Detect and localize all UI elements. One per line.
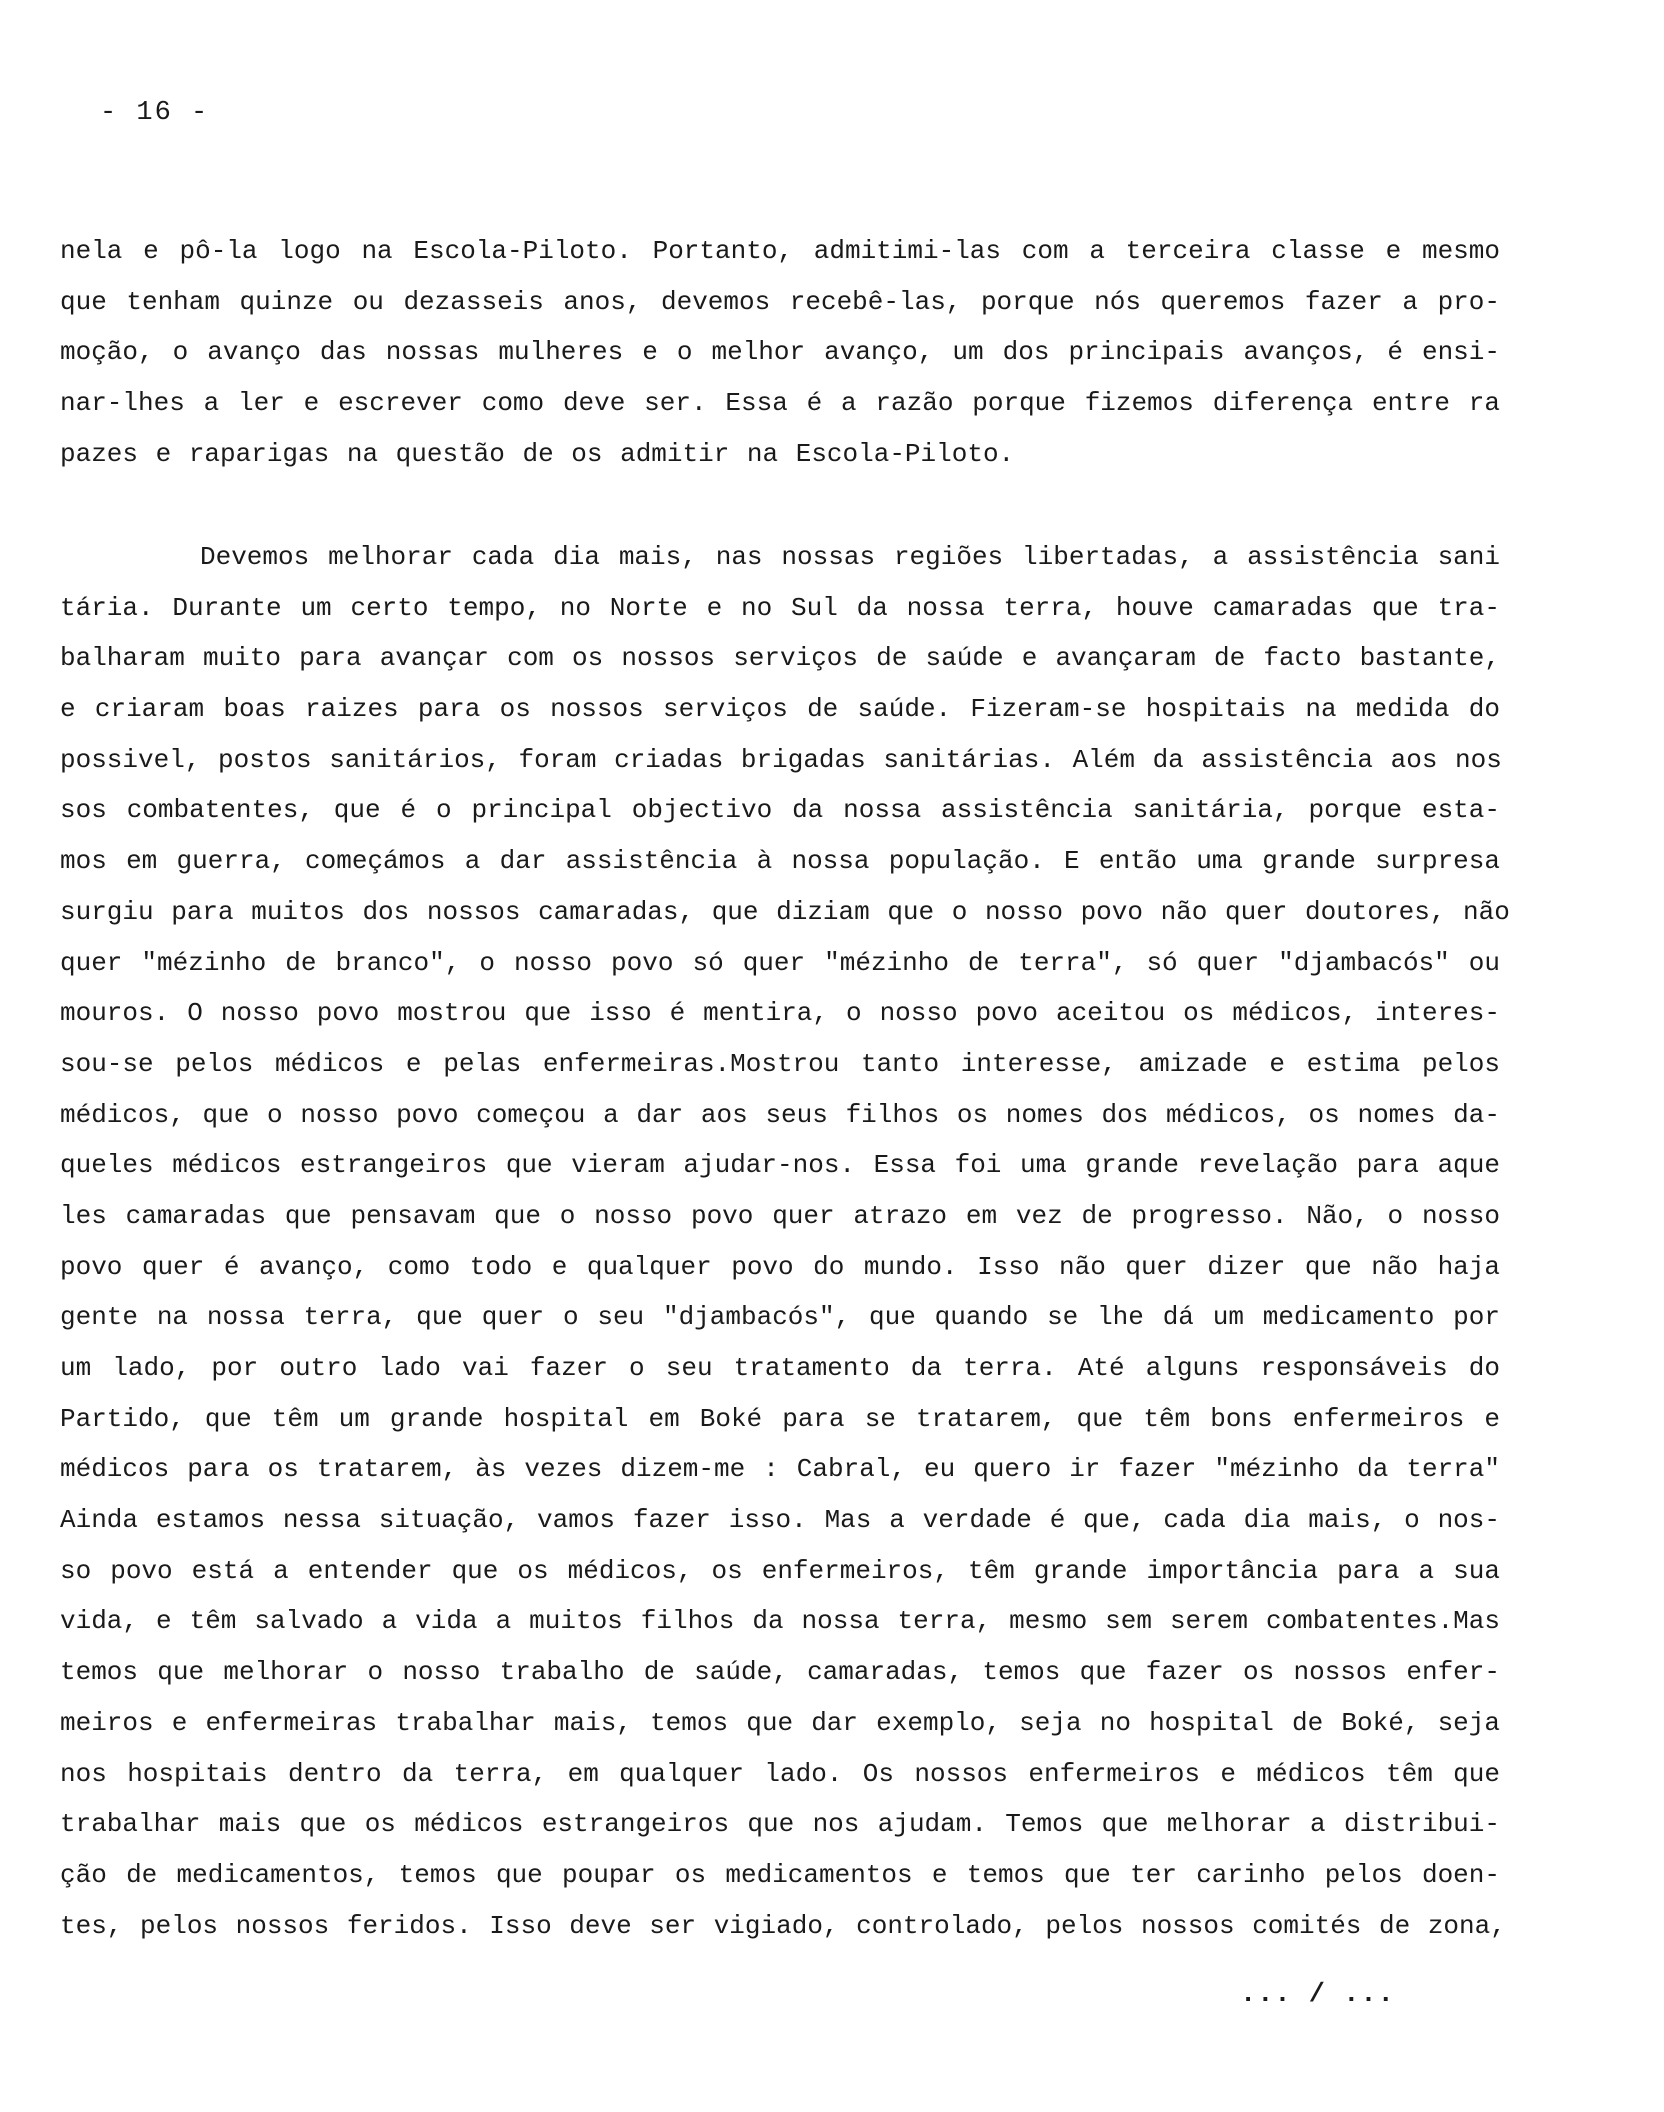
text-line: surgiu para muitos dos nossos camaradas, que diziam que o nosso povo não quer doutores, não xyxy=(60,896,1510,927)
text-line: mouros. O nosso povo mostrou que isso é mentira, o nosso povo aceitou os médicos, interes- xyxy=(60,998,1500,1029)
text-line: médicos para os tratarem, às vezes dizem-me : Cabral, eu quero ir fazer "mézinho da terra" xyxy=(60,1454,1500,1485)
paragraph-1 xyxy=(60,226,1500,479)
text-line: nar-lhes a ler e escrever como deve ser. Essa é a razão porque fizemos diferença entre ra xyxy=(60,388,1500,419)
text-line: povo quer é avanço, como todo e qualquer povo do mundo. Isso não quer dizer que não haja xyxy=(60,1251,1500,1282)
text-line: um lado, por outro lado vai fazer o seu tratamento da terra. Até alguns responsáveis do xyxy=(60,1353,1500,1383)
continuation-marker: ... / ... xyxy=(1240,1980,1395,2010)
text-line: les camaradas que pensavam que o nosso povo quer atrazo em vez de progresso. Não, o nosso xyxy=(60,1200,1500,1231)
text-line: balharam muito para avançar com os nossos serviços de saúde e avançaram de facto bastante, xyxy=(60,643,1500,674)
text-line: temos que melhorar o nosso trabalho de saúde, camaradas, temos que fazer os nossos enfer- xyxy=(60,1657,1500,1688)
text-line: sos combatentes, que é o principal objectivo da nossa assistência sanitária, porque esta- xyxy=(60,795,1500,826)
text-line: Devemos melhorar cada dia mais, nas nossas regiões libertadas, a assistência sani xyxy=(200,542,1500,572)
text-line: mos em guerra, começámos a dar assistência à nossa população. E então uma grande surpresa xyxy=(60,846,1500,877)
text-line: queles médicos estrangeiros que vieram ajudar-nos. Essa foi uma grande revelação para aque xyxy=(60,1150,1500,1181)
text-line: moção, o avanço das nossas mulheres e o melhor avanço, um dos principais avanços, é ensi- xyxy=(60,337,1500,368)
text-line: nos hospitais dentro da terra, em qualquer lado. Os nossos enfermeiros e médicos têm que xyxy=(60,1758,1500,1789)
text-line: médicos, que o nosso povo começou a dar aos seus filhos os nomes dos médicos, os nomes da- xyxy=(60,1099,1500,1130)
paragraph-2 xyxy=(60,532,1510,1951)
text-line: Partido, que têm um grande hospital em Boké para se tratarem, que têm bons enfermeiros e xyxy=(60,1403,1500,1434)
text-line: tes, pelos nossos feridos. Isso deve ser vigiado, controlado, pelos nossos comités de zona, xyxy=(60,1910,1506,1941)
text-line: tária. Durante um certo tempo, no Norte e no Sul da nossa terra, houve camaradas que tra- xyxy=(60,592,1500,623)
text-line: e criaram boas raizes para os nossos serviços de saúde. Fizeram-se hospitais na medida do xyxy=(60,694,1500,725)
text-line: nela e pô-la logo na Escola-Piloto. Portanto, admitimi-las com a terceira classe e mesmo xyxy=(60,236,1500,266)
text-line: Ainda estamos nessa situação, vamos fazer isso. Mas a verdade é que, cada dia mais, o nos- xyxy=(60,1505,1500,1536)
text-line: ção de medicamentos, temos que poupar os medicamentos e temos que ter carinho pelos doen- xyxy=(60,1859,1500,1890)
text-line: sou-se pelos médicos e pelas enfermeiras.Mostrou tanto interesse, amizade e estima pelos xyxy=(60,1048,1500,1079)
text-line: pazes e raparigas na questão de os admitir na Escola-Piloto. xyxy=(60,438,1015,469)
text-line: possivel, postos sanitários, foram criadas brigadas sanitárias. Além da assistência aos nos xyxy=(60,744,1502,775)
text-line: vida, e têm salvado a vida a muitos filhos da nossa terra, mesmo sem serem combatentes.Mas xyxy=(60,1606,1500,1637)
text-line: gente na nossa terra, que quer o seu "djambacós", que quando se lhe dá um medicamento por xyxy=(60,1302,1500,1333)
page-number: - 16 - xyxy=(100,98,210,128)
text-line: so povo está a entender que os médicos, os enfermeiros, têm grande importância para a sua xyxy=(60,1555,1500,1586)
text-line: trabalhar mais que os médicos estrangeiros que nos ajudam. Temos que melhorar a distribui- xyxy=(60,1809,1500,1840)
text-line: meiros e enfermeiras trabalhar mais, temos que dar exemplo, seja no hospital de Boké, seja xyxy=(60,1707,1500,1738)
text-line: que tenham quinze ou dezasseis anos, devemos recebê-las, porque nós queremos fazer a pro- xyxy=(60,286,1500,317)
text-line: quer "mézinho de branco", o nosso povo só quer "mézinho de terra", só quer "djambacós" ou xyxy=(60,947,1500,978)
